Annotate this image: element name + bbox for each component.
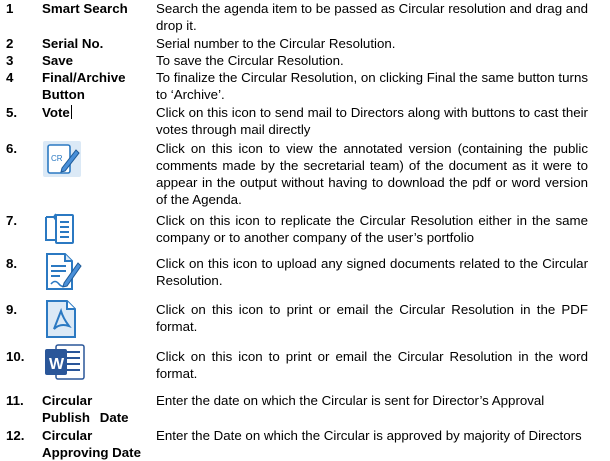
item-description: Click on this icon to print or email the Circular Resolution in the PDF format. xyxy=(156,302,588,334)
item-description: Enter the date on which the Circular is sent for Director’s Approval xyxy=(156,393,545,408)
item-number: 2 xyxy=(6,36,14,51)
item-name-wrap xyxy=(42,104,148,121)
item-name: Circular Approving Date xyxy=(42,428,141,460)
item-number: 3 xyxy=(6,53,14,68)
annotated-document-icon xyxy=(42,140,82,181)
item-name: Final/Archive Button xyxy=(42,70,126,102)
item-description: Click on this icon to send mail to Directors along with buttons to cast their votes through mail directly xyxy=(156,105,588,137)
upload-signed-document-icon xyxy=(42,251,82,296)
item-description: Click on this icon to print or email the Circular Resolution in the word format. xyxy=(156,349,588,381)
item-number: 5. xyxy=(6,105,18,120)
item-name: Serial No. xyxy=(42,36,104,51)
item-description: Click on this icon to replicate the Circular Resolution either in the same company or to another company of the user’s portfolio xyxy=(156,213,588,245)
item-number: 6. xyxy=(6,141,18,156)
item-number: 12. xyxy=(6,428,25,443)
item-description: Click on this icon to view the annotated version (containing the public comments made by the secretarial team) of the document as it were to appear in the output without having to download the pdf or word version of the Agenda. xyxy=(156,141,588,207)
item-number: 10. xyxy=(6,349,25,364)
item-name: Vote xyxy=(42,105,70,120)
item-description: Click on this icon to upload any signed documents related to the Circular Resolution. xyxy=(156,256,588,288)
item-name: Save xyxy=(42,53,74,68)
item-number: 8. xyxy=(6,256,18,271)
item-number: 7. xyxy=(6,213,18,228)
svg-text:CR: CR xyxy=(51,154,63,163)
item-description: To finalize the Circular Resolution, on clicking Final the same button turns to ‘Archive’. xyxy=(156,70,588,102)
replicate-documents-icon xyxy=(42,210,82,251)
item-name: Circular Publish Date xyxy=(42,393,129,425)
item-name: Smart Search xyxy=(42,1,128,16)
item-number: 9. xyxy=(6,302,18,317)
text-cursor xyxy=(71,105,72,119)
pdf-icon xyxy=(42,298,82,343)
item-number: 1 xyxy=(6,1,14,16)
item-description: Search the agenda item to be passed as Circular resolution and drag and drop it. xyxy=(156,1,588,33)
item-description: Enter the Date on which the Circular is approved by majority of Directors xyxy=(156,428,582,443)
item-description: Serial number to the Circular Resolution. xyxy=(156,36,396,51)
word-icon xyxy=(42,342,86,385)
item-description: To save the Circular Resolution. xyxy=(156,53,344,68)
item-number: 4 xyxy=(6,70,14,85)
item-number: 11. xyxy=(6,393,24,408)
svg-text:W: W xyxy=(49,356,65,373)
